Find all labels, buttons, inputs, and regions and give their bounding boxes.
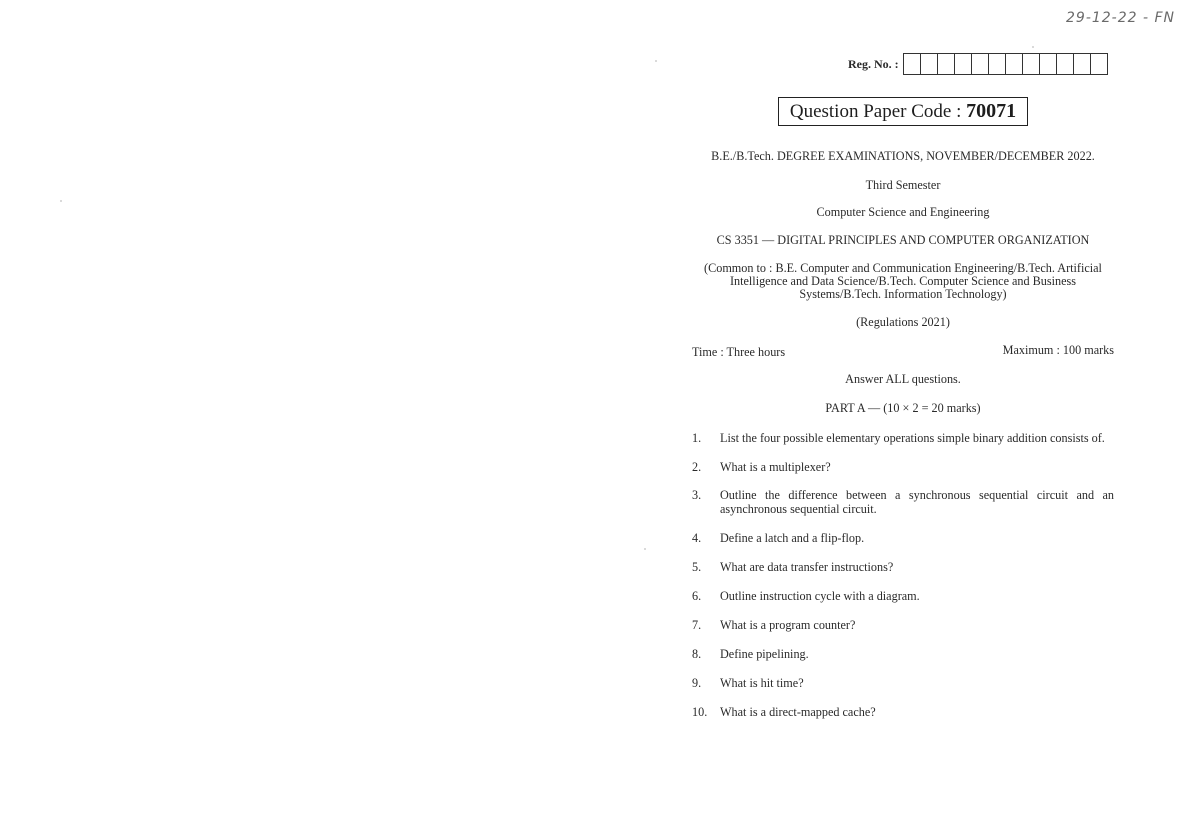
question-text: Define a latch and a flip-flop. <box>720 531 865 545</box>
handwritten-date-note: 29-12-22 - FN <box>1066 10 1176 26</box>
course-title: CS 3351 — DIGITAL PRINCIPLES AND COMPUTER ORGANIZATION <box>716 233 1090 247</box>
question-text: What are data transfer instructions? <box>720 560 894 574</box>
common-to-line: Systems/B.Tech. Information Technology) <box>799 287 1007 301</box>
question-number: 4. <box>692 531 702 545</box>
qpc-label: Question Paper Code : <box>789 101 962 122</box>
reg-label: Reg. No. : <box>848 56 899 71</box>
question-number: 5. <box>692 560 702 574</box>
instructions: Answer ALL questions. <box>845 372 961 386</box>
common-to-block <box>692 262 1114 301</box>
question-item <box>692 488 1114 516</box>
question-number: 7. <box>692 618 702 632</box>
scan-speck <box>60 200 62 202</box>
question-text: Define pipelining. <box>720 647 809 661</box>
reg-box <box>972 54 989 74</box>
maximum-marks: Maximum : 100 marks <box>1002 343 1114 357</box>
question-number: 6. <box>692 589 702 603</box>
question-item <box>692 589 1114 603</box>
part-a-title: PART A — (10 × 2 = 20 marks) <box>825 401 981 415</box>
question-number: 1. <box>692 431 702 445</box>
reg-box <box>921 54 938 74</box>
reg-box <box>1006 54 1023 74</box>
question-text: What is a multiplexer? <box>720 460 831 474</box>
time-allowed: Time : Three hours <box>692 345 786 359</box>
question-item <box>692 531 1114 545</box>
semester: Third Semester <box>865 178 941 192</box>
reg-box <box>1023 54 1040 74</box>
reg-box <box>1040 54 1057 74</box>
reg-boxes <box>903 53 1108 75</box>
reg-box <box>955 54 972 74</box>
question-item <box>692 647 1114 661</box>
question-item <box>692 676 1114 690</box>
question-number: 9. <box>692 676 702 690</box>
question-item <box>692 705 1114 719</box>
qpc-code: 70071 <box>966 100 1017 122</box>
reg-box <box>1091 54 1107 74</box>
question-text: Outline the difference between a synchronous sequential circuit and an asynchronous sequential circuit. <box>720 488 1114 516</box>
regulations: (Regulations 2021) <box>856 315 950 329</box>
question-text: List the four possible elementary operations simple binary addition consists of. <box>720 431 1105 445</box>
question-number: 3. <box>692 488 702 502</box>
question-number: 2. <box>692 460 702 474</box>
question-text: What is hit time? <box>720 676 804 690</box>
reg-box <box>938 54 955 74</box>
reg-box <box>904 54 921 74</box>
question-paper-code-box <box>778 97 1028 126</box>
reg-box <box>989 54 1006 74</box>
reg-number-field <box>848 53 1108 75</box>
department: Computer Science and Engineering <box>816 205 990 219</box>
question-item <box>692 431 1114 445</box>
question-number: 8. <box>692 647 702 661</box>
question-item <box>692 618 1114 632</box>
common-to-line: Intelligence and Data Science/B.Tech. Computer Science and Business <box>729 274 1077 288</box>
question-text: Outline instruction cycle with a diagram. <box>720 589 920 603</box>
question-item <box>692 560 1114 574</box>
exam-title: B.E./B.Tech. DEGREE EXAMINATIONS, NOVEMBER/DECEMBER 2022. <box>711 149 1095 163</box>
question-text: What is a direct-mapped cache? <box>720 705 876 719</box>
question-item <box>692 460 1114 474</box>
scan-speck <box>1032 46 1034 48</box>
common-to-line: (Common to : B.E. Computer and Communication Engineering/B.Tech. Artificial <box>704 261 1102 275</box>
question-number: 10. <box>692 705 708 719</box>
reg-box <box>1057 54 1074 74</box>
scan-speck <box>655 60 657 62</box>
reg-box <box>1074 54 1091 74</box>
question-text: What is a program counter? <box>720 618 856 632</box>
scan-speck <box>644 548 646 550</box>
